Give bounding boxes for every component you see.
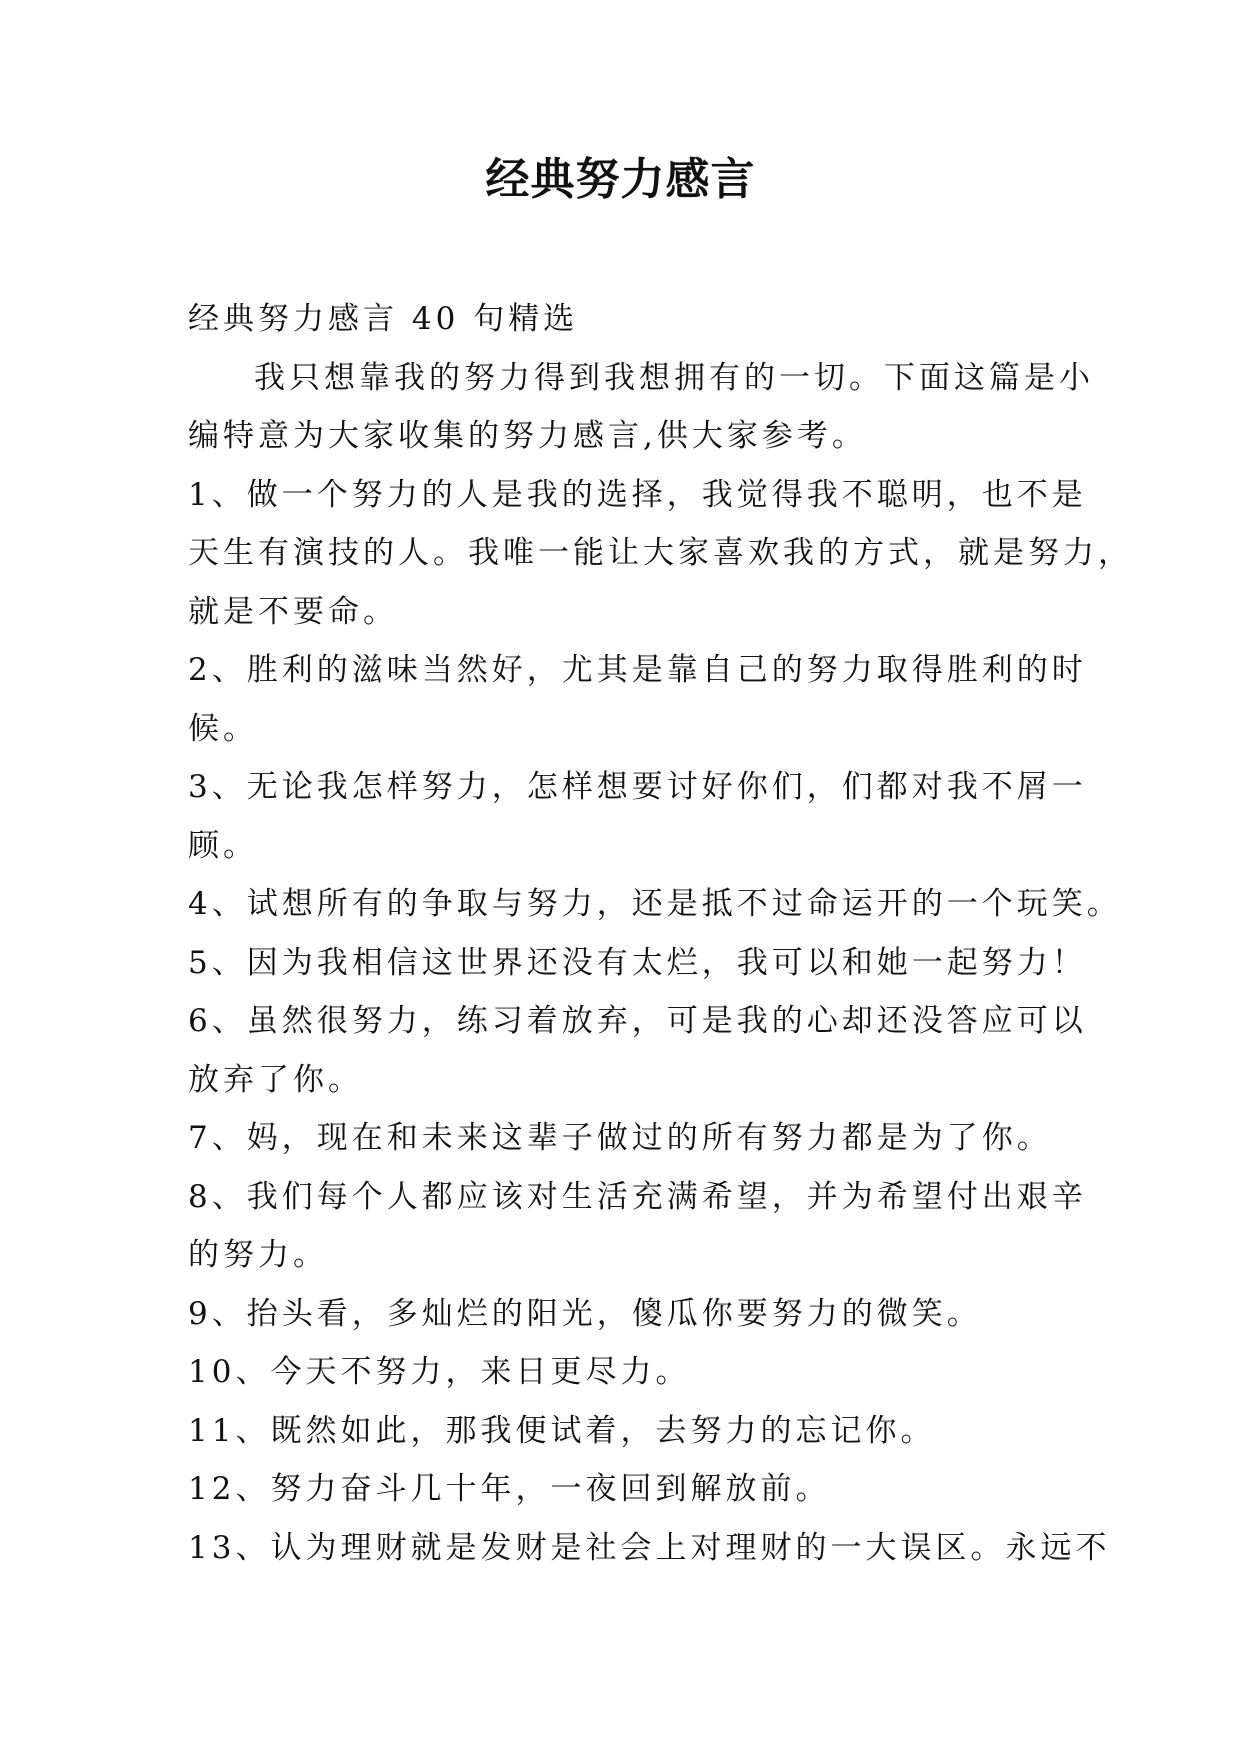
quote-line: 13、认为理财就是发财是社会上对理财的一大误区。永远不 (188, 1529, 1111, 1566)
intro-line: 编特意为大家收集的努力感言,供大家参考。 (188, 418, 867, 454)
quote-line: 的努力。 (188, 1237, 328, 1273)
quote-line: 放弃了你。 (188, 1061, 363, 1098)
quote-line: 12、努力奋斗几十年，一夜回到解放前。 (188, 1471, 831, 1507)
intro-line: 我只想靠我的努力得到我想拥有的一切。下面这篇是小 (254, 359, 1094, 396)
quote-line: 顾。 (188, 827, 258, 864)
quote-line: 7、妈，现在和未来这辈子做过的所有努力都是为了你。 (188, 1120, 1052, 1156)
quote-line: 11、既然如此，那我便试着，去努力的忘记你。 (188, 1412, 936, 1449)
quote-line: 5、因为我相信这世界还没有太烂，我可以和她一起努力！ (188, 944, 1087, 981)
document-title: 经典努力感言 (485, 154, 756, 205)
subtitle-line: 经典努力感言 40 句精选 (188, 301, 579, 337)
quote-line: 就是不要命。 (188, 593, 398, 630)
quote-line: 1、做一个努力的人是我的选择，我觉得我不聪明，也不是 (188, 476, 1087, 513)
document-body (188, 290, 1133, 1577)
quote-line: 6、虽然很努力，练习着放弃，可是我的心却还没答应可以 (188, 1003, 1087, 1039)
quote-line: 候。 (188, 710, 258, 747)
quote-line: 天生有演技的人。我唯一能让大家喜欢我的方式，就是努力， (188, 535, 1133, 571)
quote-line: 8、我们每个人都应该对生活充满希望，并为希望付出艰辛 (188, 1178, 1087, 1215)
quote-line: 2、胜利的滋味当然好，尤其是靠自己的努力取得胜利的时 (188, 652, 1087, 688)
quote-line: 3、无论我怎样努力，怎样想要讨好你们，们都对我不屑一 (188, 769, 1087, 805)
quote-line: 9、抬头看，多灿烂的阳光，傻瓜你要努力的微笑。 (188, 1295, 982, 1332)
quote-line: 4、试想所有的争取与努力，还是抵不过命运开的一个玩笑。 (188, 886, 1122, 922)
quote-line: 10、今天不努力，来日更尽力。 (188, 1354, 691, 1390)
